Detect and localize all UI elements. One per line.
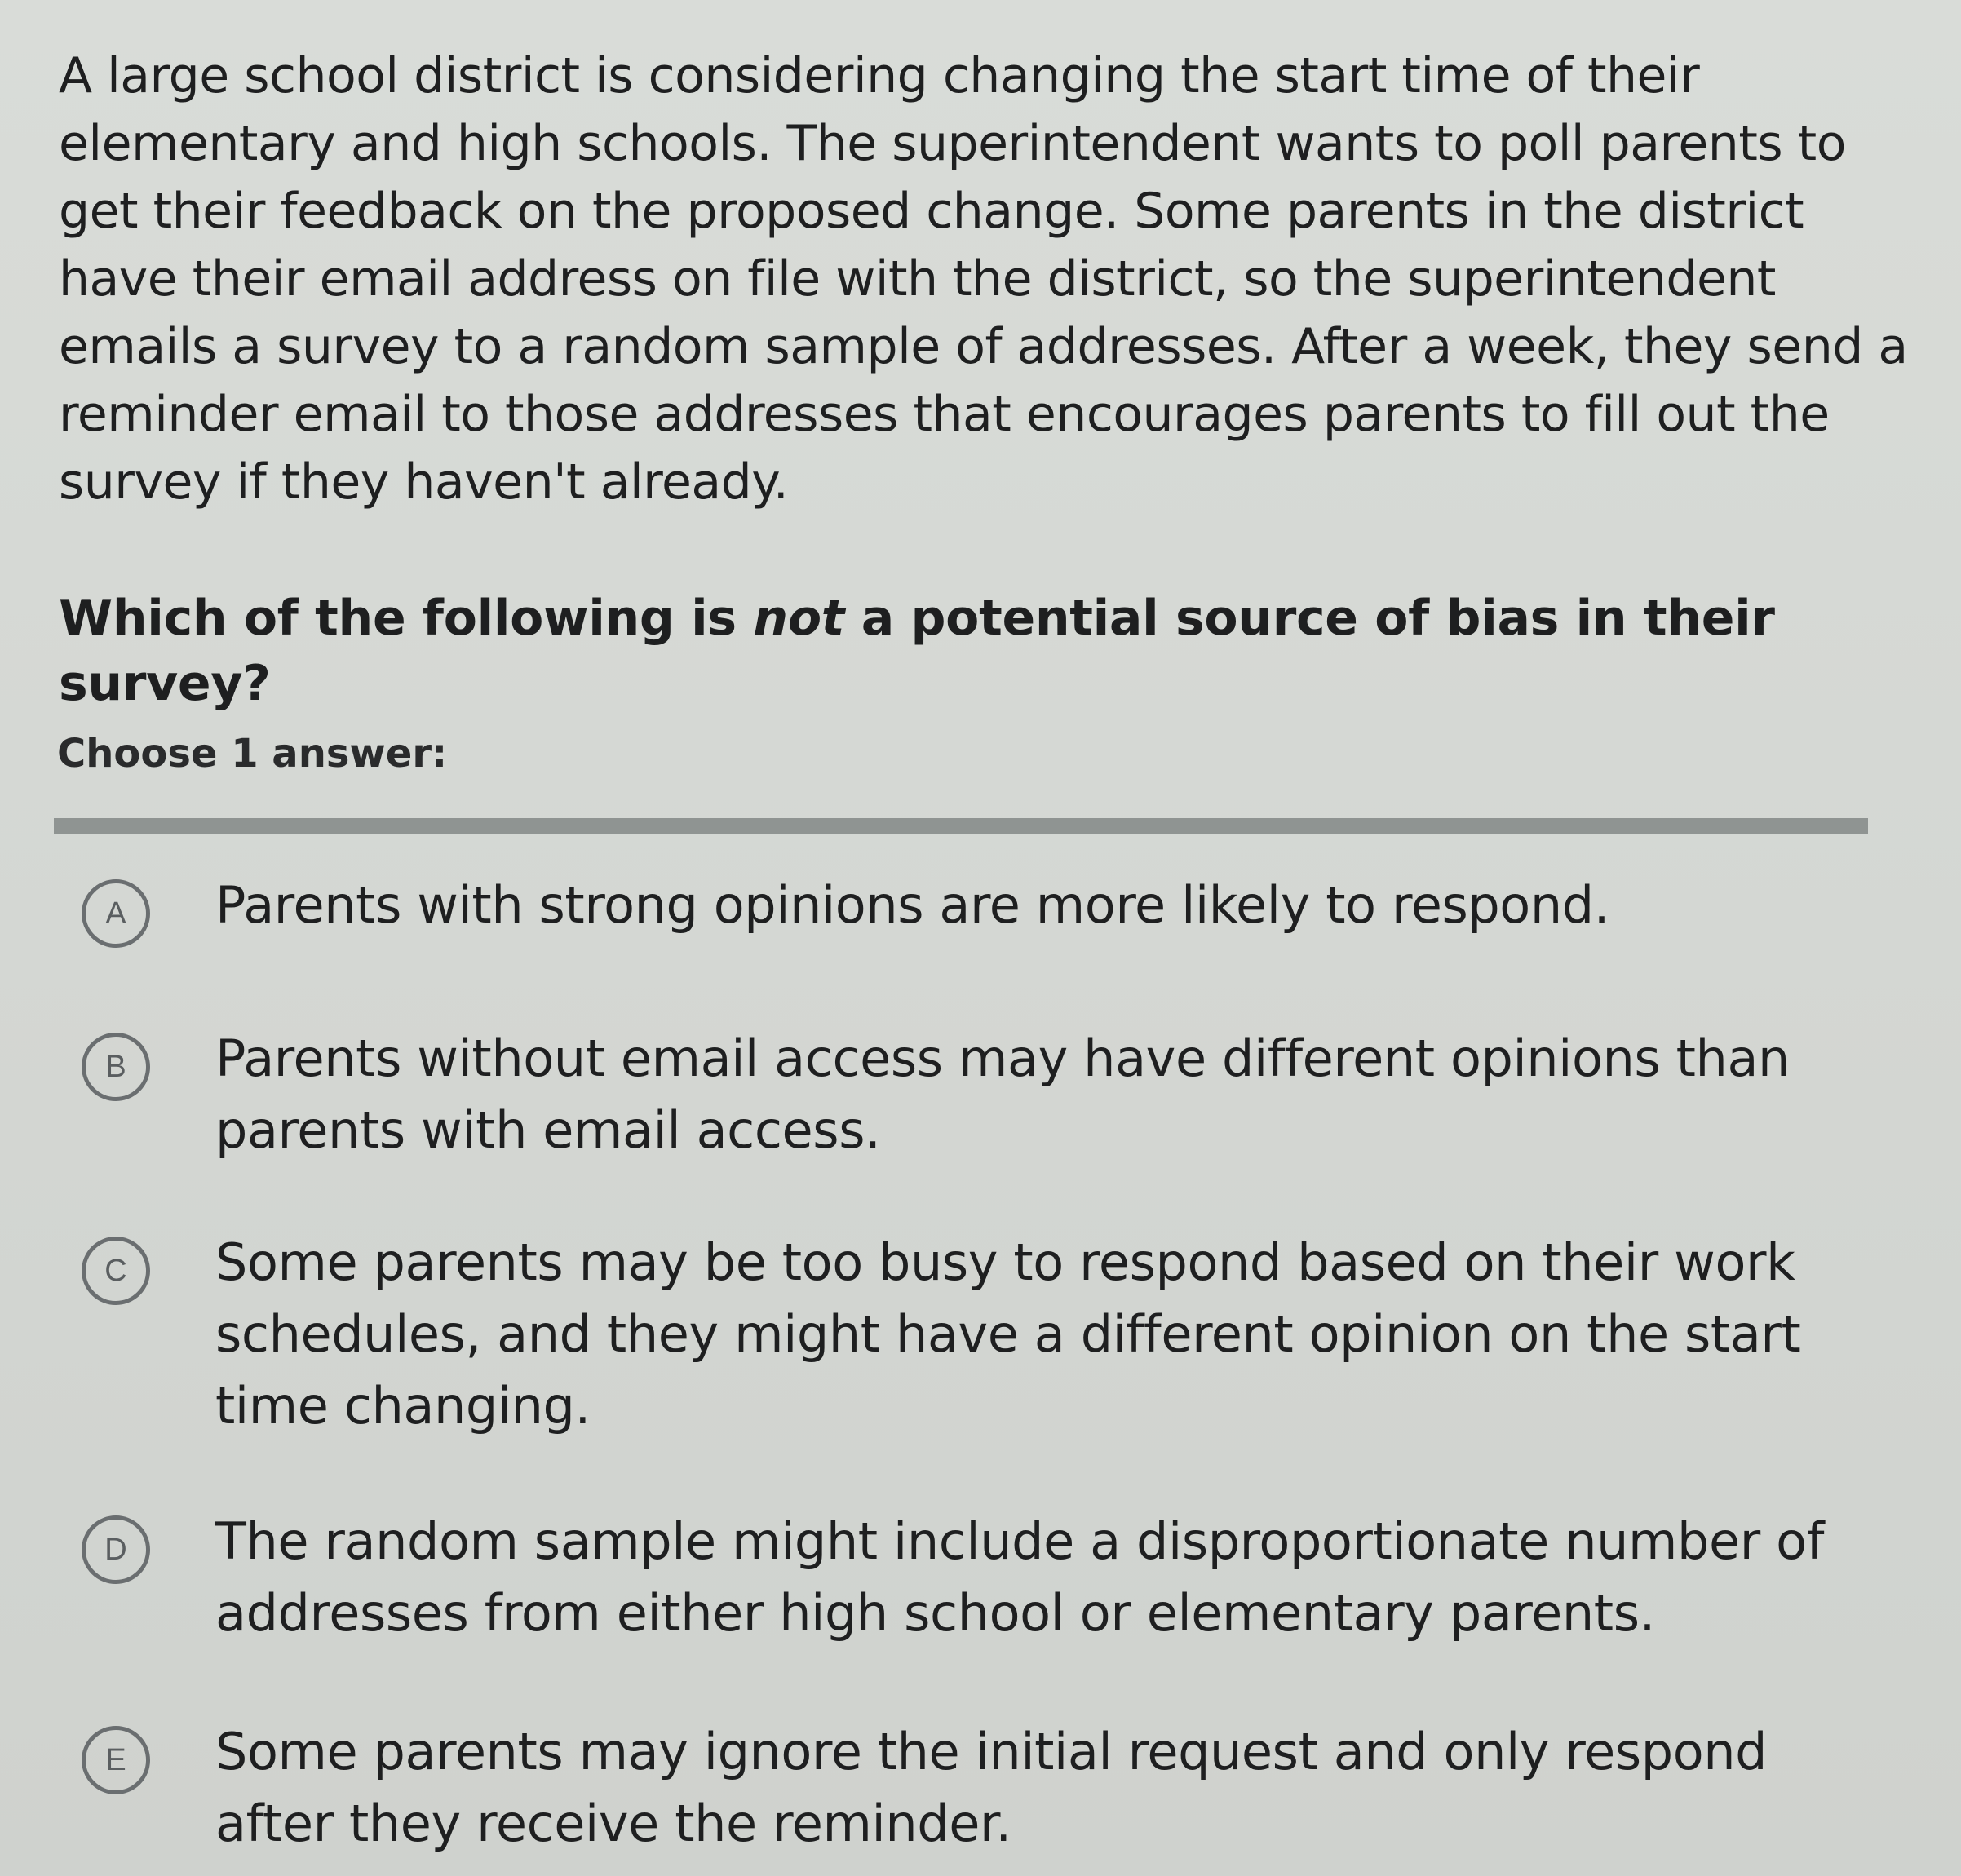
answer-option-text-b: Parents without email access may have different opinions than parents with email access. — [215, 1029, 1790, 1160]
radio-button-d[interactable]: D — [82, 1515, 150, 1584]
radio-button-b[interactable]: B — [82, 1033, 150, 1101]
question-prompt-end: a potential source of bias in their survey? — [59, 590, 1775, 712]
radio-button-c[interactable]: C — [82, 1237, 150, 1305]
question-prompt-emphasis: not — [753, 590, 845, 647]
answer-instruction: Choose 1 answer: — [57, 731, 448, 777]
question-prompt — [59, 586, 1927, 716]
answer-option-text-c: Some parents may be too busy to respond based on their work schedules, and they might have a different opinion on the start time changing. — [215, 1232, 1801, 1436]
question-prompt-start: Which of the following is — [59, 590, 754, 647]
answer-option-text-a: Parents with strong opinions are more likely to respond. — [215, 875, 1609, 935]
question-passage: A large school district is considering changing the start time of their elementary and high schools. The superintendent wants to poll parents to get their feedback on the proposed change. Some parents in the district have their email address on file with the district, so the superintendent emails a survey to a random sample of addresses. After a week, they send a reminder email to those addresses that encourages parents to fill out the survey if they haven't already. — [59, 47, 1908, 511]
radio-button-e[interactable]: E — [82, 1726, 150, 1794]
answer-option-text-d: The random sample might include a disproportionate number of addresses from either high school or elementary parents. — [215, 1511, 1825, 1643]
answer-option-text-e: Some parents may ignore the initial request and only respond after they receive the reminder. — [215, 1722, 1768, 1853]
divider — [54, 818, 1868, 834]
radio-button-a[interactable]: A — [82, 879, 150, 948]
